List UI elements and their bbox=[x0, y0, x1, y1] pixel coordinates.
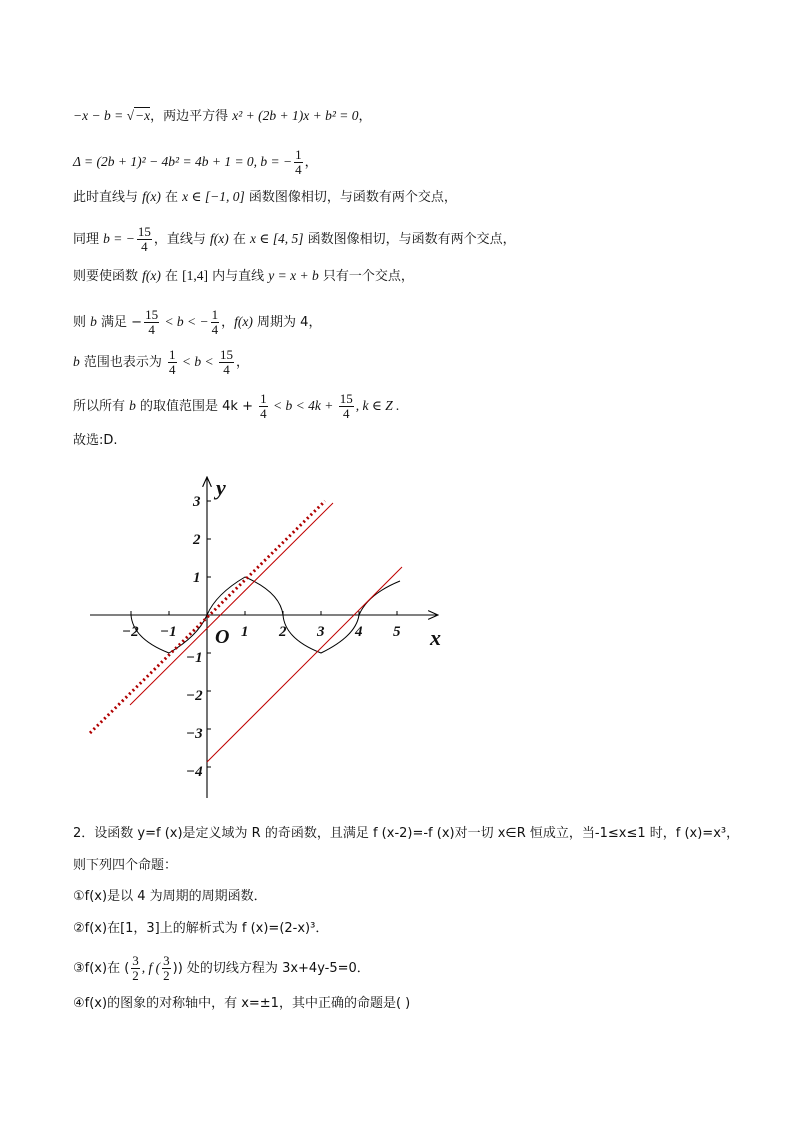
y-tick-label: −3 bbox=[186, 726, 203, 742]
y-tick-label: 2 bbox=[193, 532, 201, 548]
y-tick-label: 3 bbox=[193, 494, 201, 510]
tangent-line-lower bbox=[207, 567, 402, 762]
y-tick-label: −1 bbox=[186, 650, 203, 666]
solution-line-7: b 范围也表示为 $\frac{1}{4}$ < b < $\frac{15}{4}$ ， bbox=[73, 347, 250, 377]
solution-line-6: 则 b 满足 − $\frac{15}{4}$ < b < − $\frac{1}{4}$ ，f(x) 周期为 4， bbox=[73, 307, 322, 337]
solution-line-4: 同理 b = − $\frac{15}{4}$ ，直线与 f(x) 在 x ∈ [4, 5] 函数图像相切，与函数有两个交点， bbox=[73, 224, 516, 254]
x-tick-label: 5 bbox=[393, 624, 401, 640]
solution-line-1: −x − b = √−x，两边平方得 x² + (2b + 1)x + b² = 0， bbox=[73, 108, 372, 124]
tangent-line-upper bbox=[130, 503, 333, 705]
x-axis-label: x bbox=[430, 625, 441, 650]
y-axis-label: y bbox=[216, 475, 226, 500]
y-tick-label: 1 bbox=[193, 570, 201, 586]
proposition-3: ③f(x)在 ( $\frac{3}{2}$ , f ( $\frac{3}{2}$ )) 处的切线方程为 3x+4y-5=0． bbox=[73, 953, 370, 983]
x-tick-label: −1 bbox=[160, 624, 177, 640]
proposition-4: ④f(x)的图象的对称轴中，有 x=±1，其中正确的命题是( ) bbox=[73, 996, 411, 1011]
x-tick-label: 1 bbox=[241, 624, 249, 640]
x-tick-label: 4 bbox=[355, 624, 363, 640]
x-tick-label: 3 bbox=[317, 624, 325, 640]
y-tick-label: −2 bbox=[186, 688, 203, 704]
question-line-2: 则下列四个命题： bbox=[73, 858, 178, 873]
question-line-1: 2．设函数 y=f (x)是定义域为 R 的奇函数，且满足 f (x-2)=-f (x)对一切 x∈R 恒成立，当-1≤x≤1 时，f (x)=x³， bbox=[73, 826, 740, 841]
solution-line-8: 所以所有 b 的取值范围是 4k + $\frac{1}{4}$ < b < 4k + $\frac{15}{4}$ , k ∈ Z . bbox=[73, 391, 400, 421]
x-tick-label: 2 bbox=[279, 624, 287, 640]
x-tick-label: −2 bbox=[122, 624, 139, 640]
proposition-2: ②f(x)在[1，3]上的解析式为 f (x)=(2-x)³． bbox=[73, 921, 329, 936]
solution-line-3: 此时直线与 f(x) 在 x ∈ [−1, 0] 函数图像相切，与函数有两个交点， bbox=[73, 189, 457, 205]
solution-line-2: Δ = (2b + 1)² − 4b² = 4b + 1 = 0, b = − $\frac{1}{4}$ ， bbox=[73, 147, 318, 177]
function-graph bbox=[80, 465, 460, 810]
answer-line: 故选:D. bbox=[73, 433, 118, 448]
origin-label: O bbox=[215, 626, 230, 648]
fraction: $\frac{1}{4}$ bbox=[295, 147, 302, 177]
solution-line-5: 则要使函数 f(x) 在 [1,4] 内与直线 y = x + b 只有一个交点， bbox=[73, 268, 414, 284]
y-tick-label: −4 bbox=[186, 764, 203, 780]
proposition-1: ①f(x)是以 4 为周期的周期函数． bbox=[73, 889, 267, 904]
